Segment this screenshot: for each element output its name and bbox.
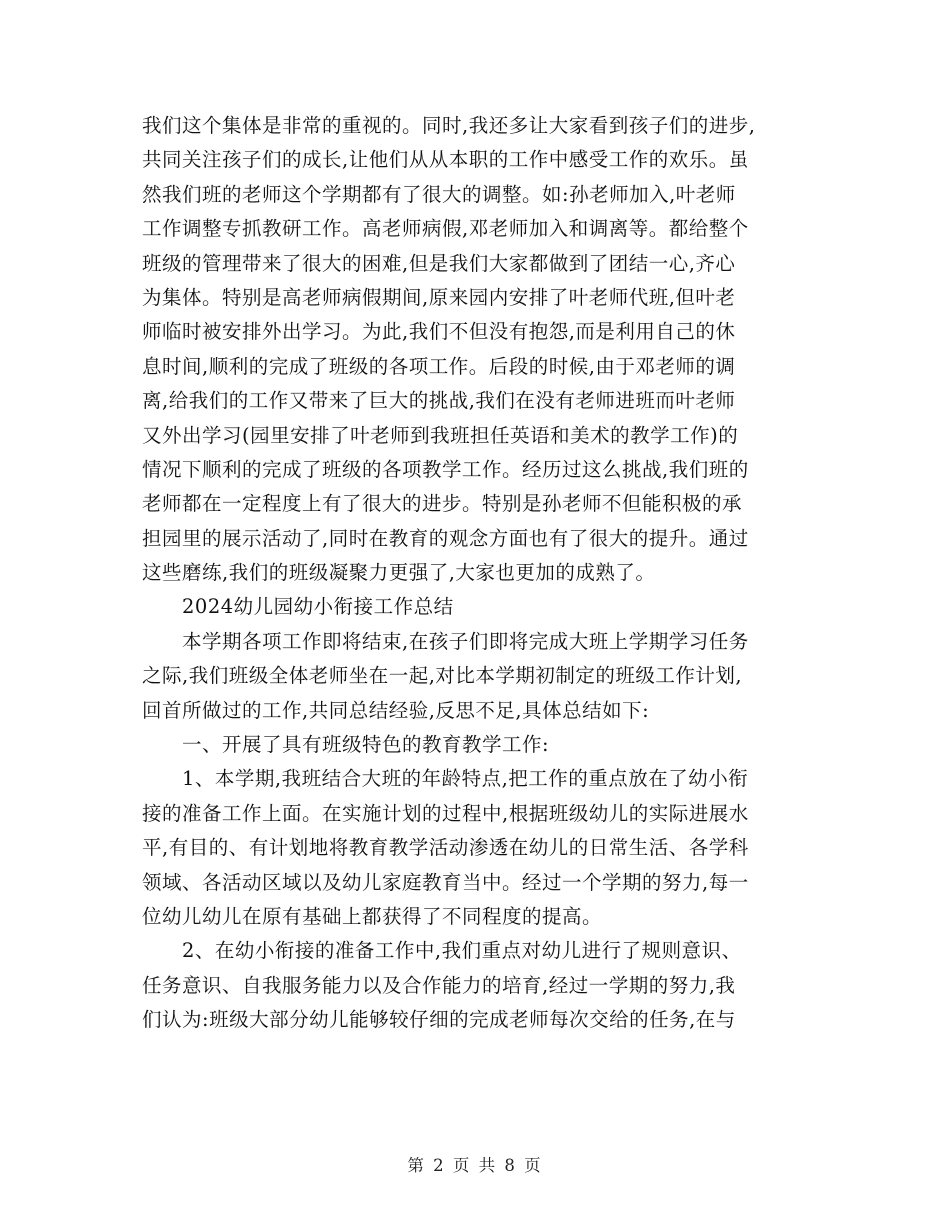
text-line: 老师都在一定程度上有了很大的进步。特别是孙老师不但能积极的承: [142, 492, 743, 516]
text-line: 师临时被安排外出学习。为此,我们不但没有抱怨,而是利用自己的休: [142, 320, 736, 344]
section-heading: 一、开展了具有班级特色的教育教学工作:: [142, 733, 550, 757]
text-line: 我们这个集体是非常的重视的。同时,我还多让大家看到孩子们的进步,: [142, 114, 756, 137]
text-line: 担园里的展示活动了,同时在教育的观念方面也有了很大的提升。通过: [142, 526, 749, 550]
section-title: 2024幼儿园幼小衔接工作总结: [142, 595, 454, 619]
text-line: 领域、各活动区域以及幼儿家庭教育当中。经过一个学期的努力,每一: [142, 870, 749, 894]
body-text: [142, 109, 808, 1038]
text-line: 之际,我们班级全体老师坐在一起,对比本学期初制定的班级工作计划,: [142, 664, 743, 688]
text-line: 这些磨练,我们的班级凝聚力更强了,大家也更加的成熟了。: [142, 561, 656, 585]
text-line: 平,有目的、有计划地将教育教学活动渗透在幼儿的日常生活、各学科: [142, 836, 749, 860]
text-line: 离,给我们的工作又带来了巨大的挑战,我们在没有老师进班而叶老师: [142, 389, 736, 413]
text-line: 共同关注孩子们的成长,让他们从从本职的工作中感受工作的欢乐。虽: [142, 148, 749, 172]
text-line: 回首所做过的工作,共同总结经验,反思不足,具体总结如下:: [142, 698, 650, 722]
text-line: 息时间,顺利的完成了班级的各项工作。后段的时候,由于邓老师的调: [142, 354, 736, 378]
text-line: 任务意识、自我服务能力以及合作能力的培育,经过一学期的努力,我: [142, 973, 736, 997]
text-line: 接的准备工作上面。在实施计划的过程中,根据班级幼儿的实际进展水: [142, 801, 749, 825]
text-line: 情况下顺利的完成了班级的各项教学工作。经历过这么挑战,我们班的: [142, 457, 749, 481]
text-line: 2、在幼小衔接的准备工作中,我们重点对幼儿进行了规则意识、: [142, 939, 742, 963]
text-line: 班级的管理带来了很大的困难,但是我们大家都做到了团结一心,齐心: [142, 251, 736, 275]
text-line: 们认为:班级大部分幼儿能够较仔细的完成老师每次交给的任务,在与: [142, 1008, 736, 1032]
text-line: 又外出学习(园里安排了叶老师到我班担任英语和美术的教学工作)的: [142, 423, 739, 447]
text-line: 位幼儿幼儿在原有基础上都获得了不同程度的提高。: [142, 904, 603, 928]
text-line: 本学期各项工作即将结束,在孩子们即将完成大班上学期学习任务: [142, 629, 749, 653]
text-line: 工作调整专抓教研工作。高老师病假,邓老师加入和调离等。都给整个: [142, 217, 749, 241]
text-line: 然我们班的老师这个学期都有了很大的调整。如:孙老师加入,叶老师: [142, 182, 736, 206]
text-line: 1、本学期,我班结合大班的年龄特点,把工作的重点放在了幼小衔: [142, 767, 749, 791]
page-number-footer: 第 2 页 共 8 页: [407, 1156, 543, 1175]
text-line: 为集体。特别是高老师病假期间,原来园内安排了叶老师代班,但叶老: [142, 285, 736, 309]
